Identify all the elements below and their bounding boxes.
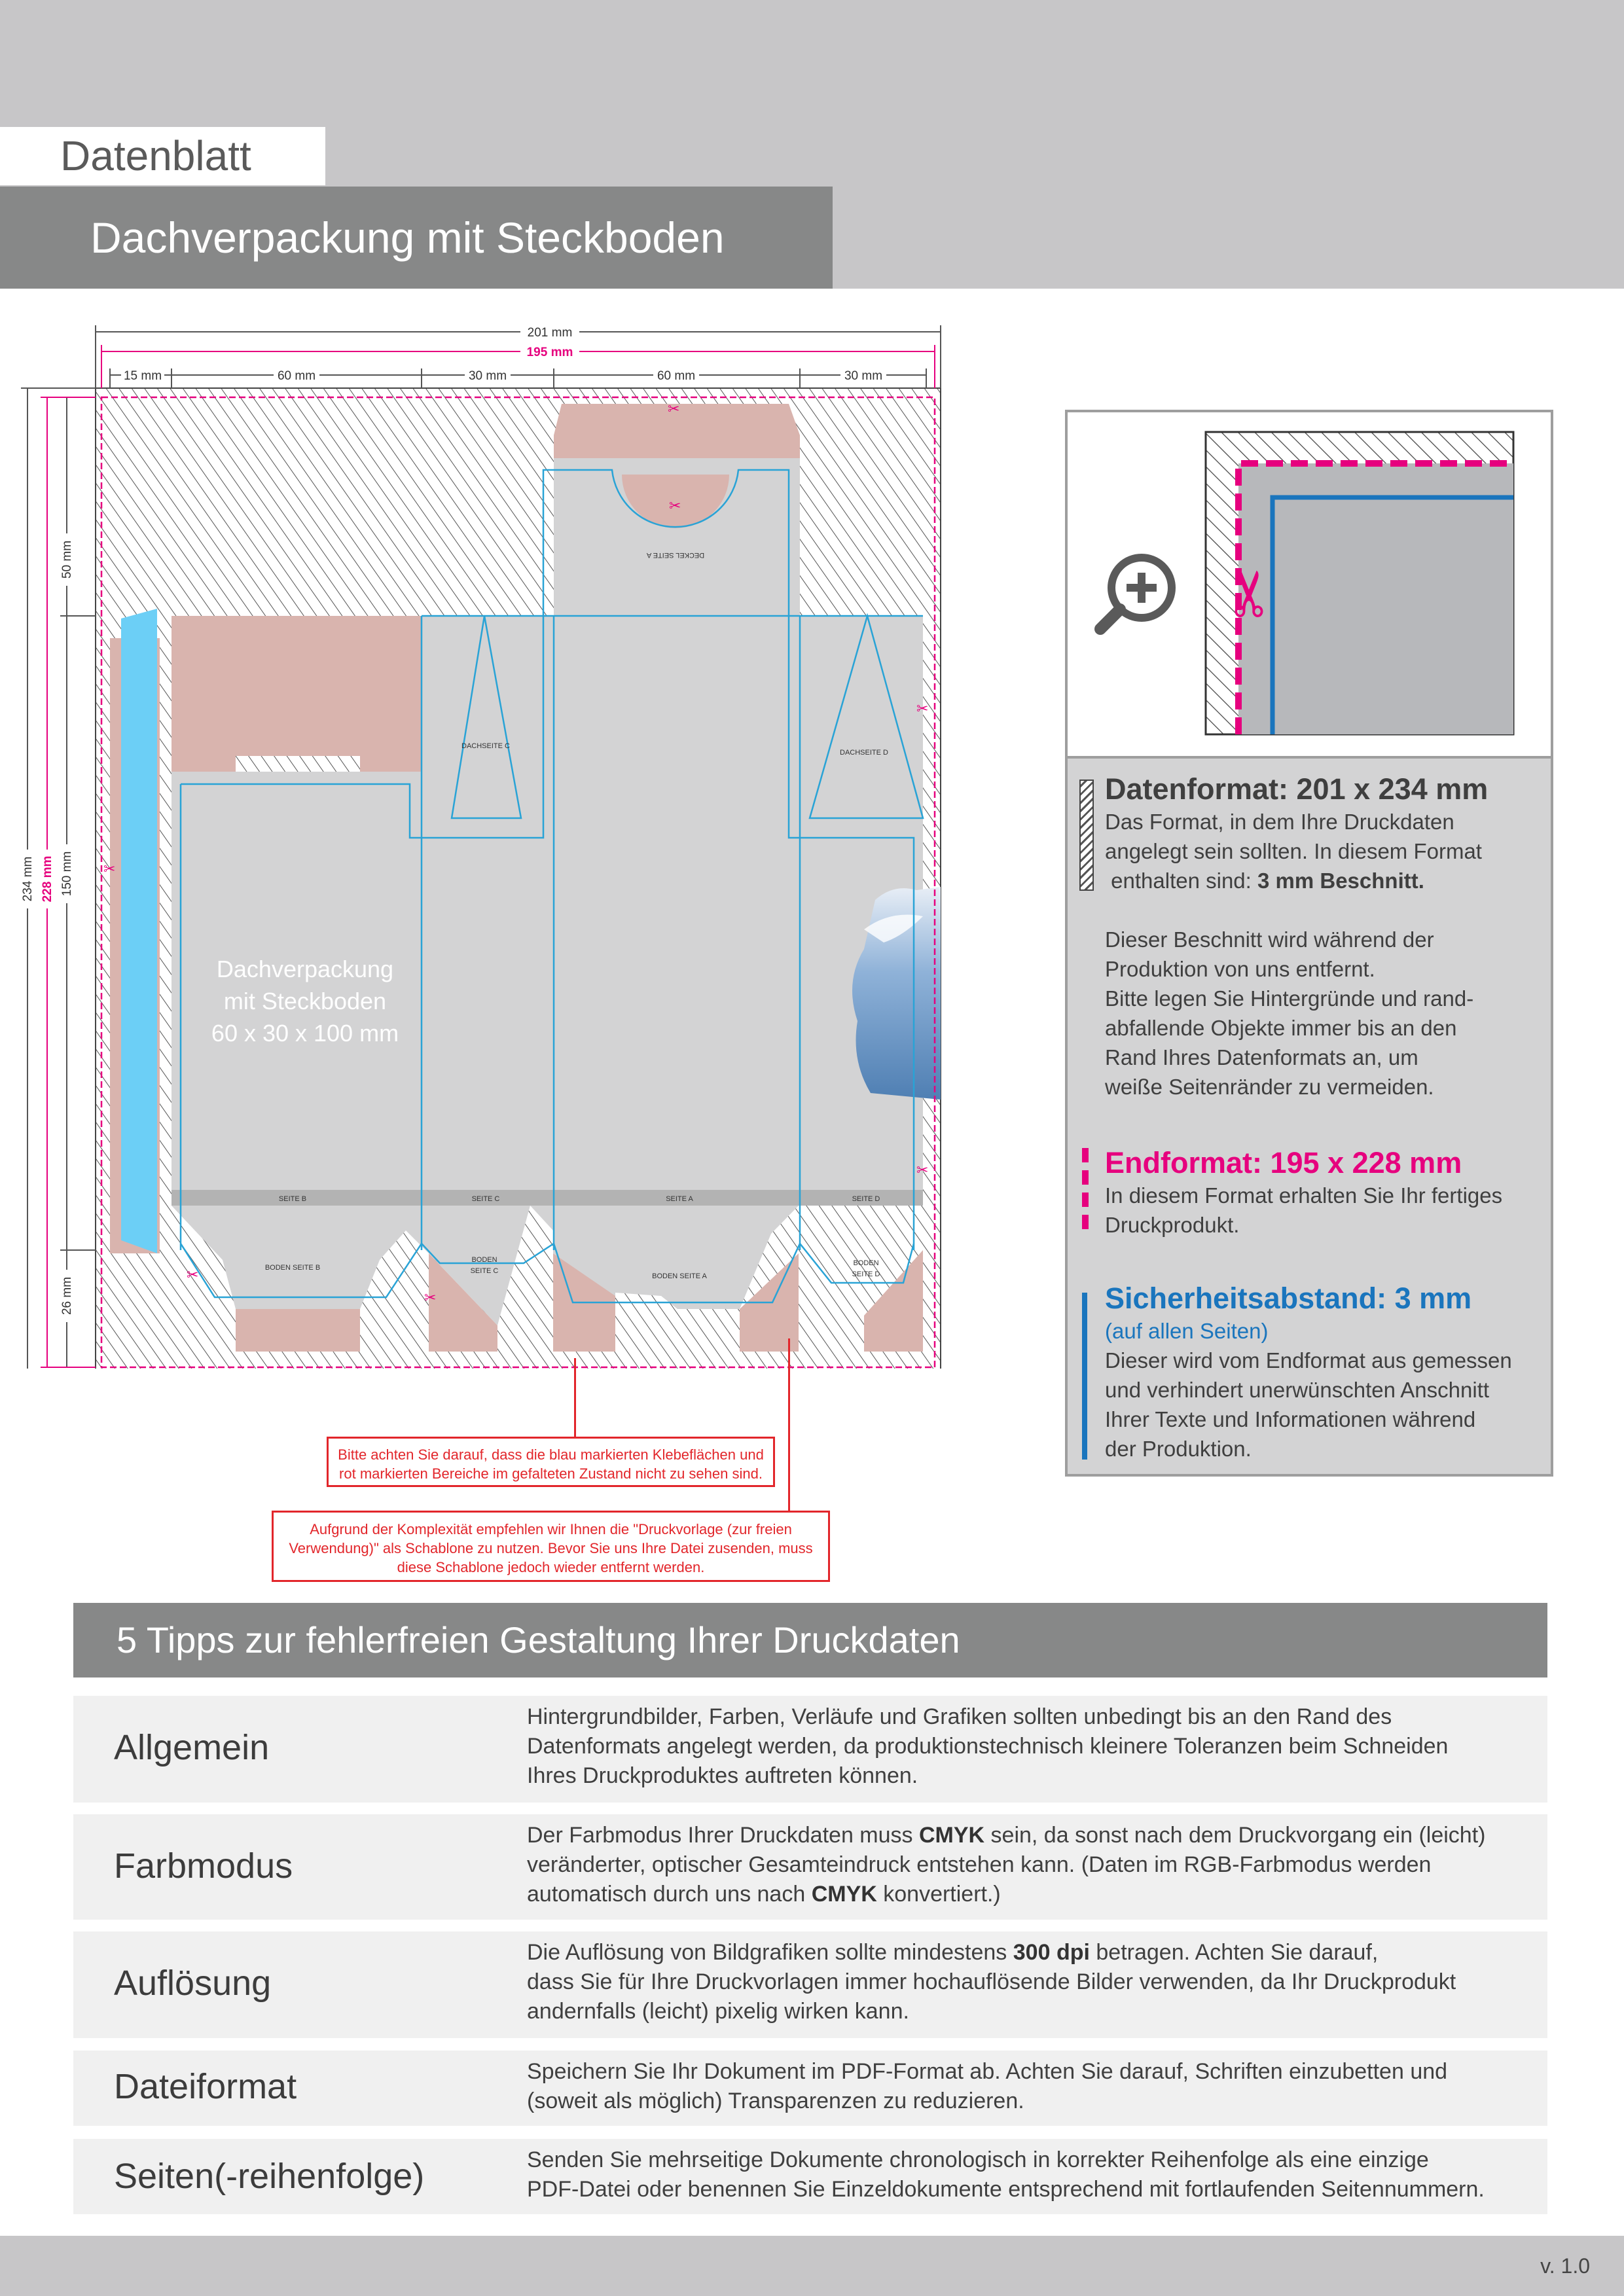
tip-text: Hintergrundbilder, Farben, Verläufe und Grafiken sollten unbedingt bis an den Rand des Datenformats angelegt werden, da produktionstechnisch kleinere Toleranzen beim Schneiden Ihres Druckproduktes auftreten können. [527, 1704, 1449, 1788]
version-label: v. 1.0 [1540, 2254, 1590, 2278]
label-boden-a: BODEN SEITE A [652, 1272, 707, 1280]
datenformat-section: Datenformat: 201 x 234 mm Das Format, in dem Ihre Druckdaten angelegt sein sollten. In diesem Format enthalten sind: 3 mm Beschnitt. [1105, 772, 1537, 895]
svg-text:✂: ✂ [669, 498, 681, 514]
label-boden-d-1: BODEN [853, 1259, 879, 1267]
endformat-title: Endformat: 195 x 228 mm [1105, 1146, 1462, 1179]
dim-col-2: 60 mm [277, 369, 316, 383]
dim-col-1: 15 mm [123, 369, 162, 383]
label-dachseite-c: DACHSEITE C [461, 742, 510, 750]
label-dachseite-d: DACHSEITE D [840, 749, 888, 757]
zoom-in-icon [1100, 558, 1172, 629]
endformat-section: Endformat: 195 x 228 mm In diesem Format erhalten Sie Ihr fertiges Druckprodukt. [1105, 1145, 1537, 1240]
label-seite-d: SEITE D [852, 1195, 880, 1203]
dim-height-50: 50 mm [60, 540, 74, 579]
tip-title: Farbmodus [114, 1846, 293, 1886]
dim-trim-height: 228 mm [41, 855, 54, 903]
beschnitt-section: Dieser Beschnitt wird während der Produktion von uns entfernt. Bitte legen Sie Hintergründe und rand- abfallende Objekte immer bis an den Rand Ihres Datenformats an, um weiße Seitenränder zu vermeiden. [1105, 927, 1474, 1099]
dim-trim-width: 195 mm [526, 346, 573, 359]
glue-area-note: Bitte achten Sie darauf, dass die blau markierten Klebeflächen und rot markierten Bereiche im gefalteten Zustand nicht zu sehen sind. [327, 1437, 775, 1487]
sicherheit-indicator [1082, 1293, 1087, 1460]
product-name-1: Dachverpackung [216, 956, 394, 982]
tip-title: Seiten(-reihenfolge) [114, 2157, 425, 2196]
tip-farbmodus [73, 1814, 1547, 1920]
tip-aufloesung [73, 1931, 1547, 2038]
label-seite-a: SEITE A [666, 1195, 693, 1203]
dim-col-3: 30 mm [468, 369, 507, 383]
label-seite-c: SEITE C [471, 1195, 500, 1203]
template-usage-note: Aufgrund der Komplexität empfehlen wir Ihnen die "Druckvorlage (zur freien Verwendung)" als Schablone zu nutzen. Bevor Sie uns Ihre Datei zusenden, muss diese Schablone jedoch wieder entfernt werden. [272, 1511, 830, 1582]
svg-text:✂: ✂ [103, 861, 116, 878]
datenformat-title: Datenformat: 201 x 234 mm [1105, 772, 1489, 806]
dim-col-4: 60 mm [657, 369, 696, 383]
tip-seiten [73, 2139, 1547, 2214]
tip-allgemein [73, 1696, 1547, 1803]
endformat-indicator [1082, 1148, 1089, 1237]
hatch-indicator [1079, 780, 1094, 891]
glue-flap [121, 609, 157, 1253]
tip-title: Auflösung [114, 1964, 272, 2003]
footer-band [0, 2236, 1624, 2296]
format-info-box [1065, 410, 1553, 1477]
section-label: Datenblatt [0, 127, 325, 185]
tip-text: Die Auflösung von Bildgrafiken sollte mindestens 300 dpi betragen. Achten Sie darauf, dass Sie für Ihre Druckvorlagen immer hochauflösende Bilder verwenden, da Ihr Druckprodukt andernfalls (leicht) pixelig wirken kann. [527, 1940, 1456, 2024]
svg-text:✂: ✂ [916, 701, 929, 717]
label-boden-c-2: SEITE C [470, 1267, 499, 1275]
tip-title: Allgemein [114, 1728, 270, 1767]
product-name-3: 60 x 30 x 100 mm [211, 1020, 399, 1047]
svg-text:✂: ✂ [187, 1267, 199, 1283]
zoom-illustration [1068, 412, 1551, 759]
page-title: Dachverpackung mit Steckboden [0, 187, 833, 289]
hatch-notch [236, 756, 360, 774]
dim-total-height: 234 mm [21, 856, 35, 902]
dim-height-150: 150 mm [60, 851, 74, 897]
svg-text:✂: ✂ [424, 1290, 437, 1306]
tip-text: Senden Sie mehrseitige Dokumente chronologisch in korrekter Reihenfolge als eine einzige PDF-Datei oder benennen Sie Einzeldokumente entsprechend mit fortlaufenden Seitennummern. [527, 2147, 1485, 2202]
dim-height-26: 26 mm [60, 1276, 74, 1316]
sicherheit-title: Sicherheitsabstand: 3 mm [1105, 1282, 1472, 1315]
dieline-template [0, 289, 982, 1369]
note-connector-2 [788, 1338, 790, 1512]
label-boden-b: BODEN SEITE B [264, 1264, 321, 1272]
label-deckel: DECKEL SEITE A [646, 551, 705, 559]
tip-text: Speichern Sie Ihr Dokument im PDF-Format ab. Achten Sie darauf, Schriften einzubetten und (soweit als möglich) Transparenzen zu reduzieren. [527, 2059, 1448, 2113]
tip-dateiformat [73, 2051, 1547, 2126]
dim-col-5: 30 mm [844, 369, 883, 383]
dim-total-width: 201 mm [527, 326, 573, 340]
note-connector-1 [574, 1358, 576, 1437]
scissors-icon: ✂ [1214, 567, 1287, 620]
label-seite-b: SEITE B [278, 1195, 307, 1203]
tips-header: 5 Tipps zur fehlerfreien Gestaltung Ihrer Druckdaten [73, 1603, 1547, 1677]
tip-text: Der Farbmodus Ihrer Druckdaten muss CMYK sein, da sonst nach dem Druckvorgang ein (leicht) veränderter, optischer Gesamteindruck entstehen kann. (Daten im RGB-Farbmodus werden automatisch durch uns nach CMYK konvertiert.) [527, 1823, 1486, 1907]
label-boden-c-1: BODEN [471, 1256, 497, 1264]
sicherheit-section: Sicherheitsabstand: 3 mm (auf allen Seiten) Dieser wird vom Endformat aus gemessen und verhindert unerwünschten Anschnitt Ihrer Texte und Informationen während der Produktion. [1105, 1281, 1537, 1463]
svg-text:✂: ✂ [668, 401, 680, 418]
label-boden-d-2: SEITE D [852, 1270, 880, 1278]
product-name-2: mit Steckboden [223, 988, 387, 1014]
tip-title: Dateiformat [114, 2067, 297, 2106]
svg-text:✂: ✂ [916, 1162, 929, 1179]
